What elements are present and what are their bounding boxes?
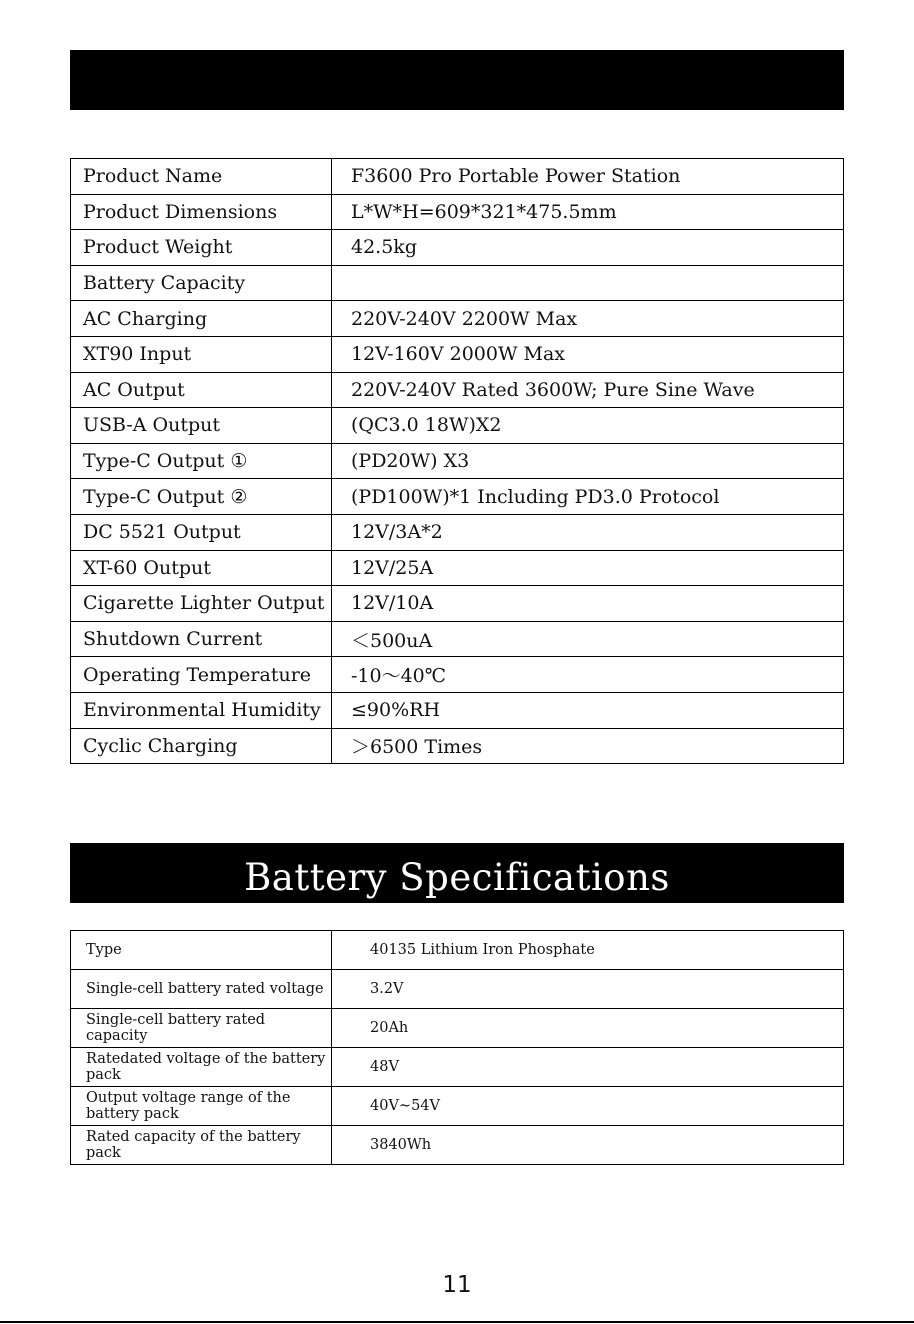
spec-label: Environmental Humidity [71,692,332,728]
spec-label: AC Charging [71,301,332,337]
spec-label: Cyclic Charging [71,728,332,764]
spec-label: Rated capacity of the battery pack [71,1126,332,1165]
table-row [71,265,844,301]
spec-label: Single-cell battery rated capacity [71,1009,332,1048]
spec-value: 48V [332,1048,844,1087]
spec-value: 12V-160V 2000W Max [332,336,844,372]
spec-label: Single-cell battery rated voltage [71,970,332,1009]
spec-label: Product Weight [71,230,332,266]
product-spec-table [70,158,844,764]
table-row [71,479,844,515]
table-row [71,194,844,230]
spec-label: Type-C Output ② [71,479,332,515]
spec-value: 3840Wh [332,1126,844,1165]
spec-value: (PD100W)*1 Including PD3.0 Protocol [332,479,844,515]
spec-label: Output voltage range of the battery pack [71,1087,332,1126]
page-number: 11 [442,1272,472,1298]
section-title: Battery Specifications [244,855,670,899]
spec-label: Product Dimensions [71,194,332,230]
table-row [71,692,844,728]
spec-label: USB-A Output [71,408,332,444]
table-row [71,550,844,586]
table-row [71,230,844,266]
spec-value: 12V/10A [332,586,844,622]
spec-value: L*W*H=609*321*475.5mm [332,194,844,230]
table-row [71,159,844,195]
spec-value: ＞6500 Times [332,728,844,764]
spec-value: ≤90%RH [332,692,844,728]
spec-value: ＜500uA [332,621,844,657]
table-row [71,336,844,372]
spec-value: 40135 Lithium Iron Phosphate [332,931,844,970]
spec-label: Product Name [71,159,332,195]
spec-value: 40V~54V [332,1087,844,1126]
table-row [71,970,844,1009]
table-row [71,1048,844,1087]
table-row [71,1087,844,1126]
spec-label: Type [71,931,332,970]
top-header-banner [70,50,844,110]
table-row [71,1009,844,1048]
spec-value: 42.5kg [332,230,844,266]
spec-label: XT90 Input [71,336,332,372]
table-row [71,931,844,970]
spec-label: AC Output [71,372,332,408]
spec-label: Cigarette Lighter Output [71,586,332,622]
battery-spec-banner [70,843,844,903]
spec-value [332,265,844,301]
battery-spec-table [70,930,844,1165]
table-row [71,443,844,479]
spec-value: F3600 Pro Portable Power Station [332,159,844,195]
table-row [71,408,844,444]
spec-value: (QC3.0 18W)X2 [332,408,844,444]
footer-divider [0,1321,914,1323]
spec-label: XT-60 Output [71,550,332,586]
spec-value: 20Ah [332,1009,844,1048]
spec-label: Shutdown Current [71,621,332,657]
spec-value: -10～40℃ [332,657,844,693]
table-row [71,586,844,622]
spec-value: 12V/3A*2 [332,514,844,550]
table-row [71,728,844,764]
table-row [71,1126,844,1165]
table-row [71,301,844,337]
spec-label: Ratedated voltage of the battery pack [71,1048,332,1087]
table-row [71,657,844,693]
spec-value: (PD20W) X3 [332,443,844,479]
spec-label: DC 5521 Output [71,514,332,550]
spec-value: 12V/25A [332,550,844,586]
table-row [71,372,844,408]
spec-value: 3.2V [332,970,844,1009]
table-row [71,621,844,657]
spec-label: Operating Temperature [71,657,332,693]
spec-label: Battery Capacity [71,265,332,301]
table-row [71,514,844,550]
spec-value: 220V-240V 2200W Max [332,301,844,337]
spec-label: Type-C Output ① [71,443,332,479]
spec-value: 220V-240V Rated 3600W; Pure Sine Wave [332,372,844,408]
